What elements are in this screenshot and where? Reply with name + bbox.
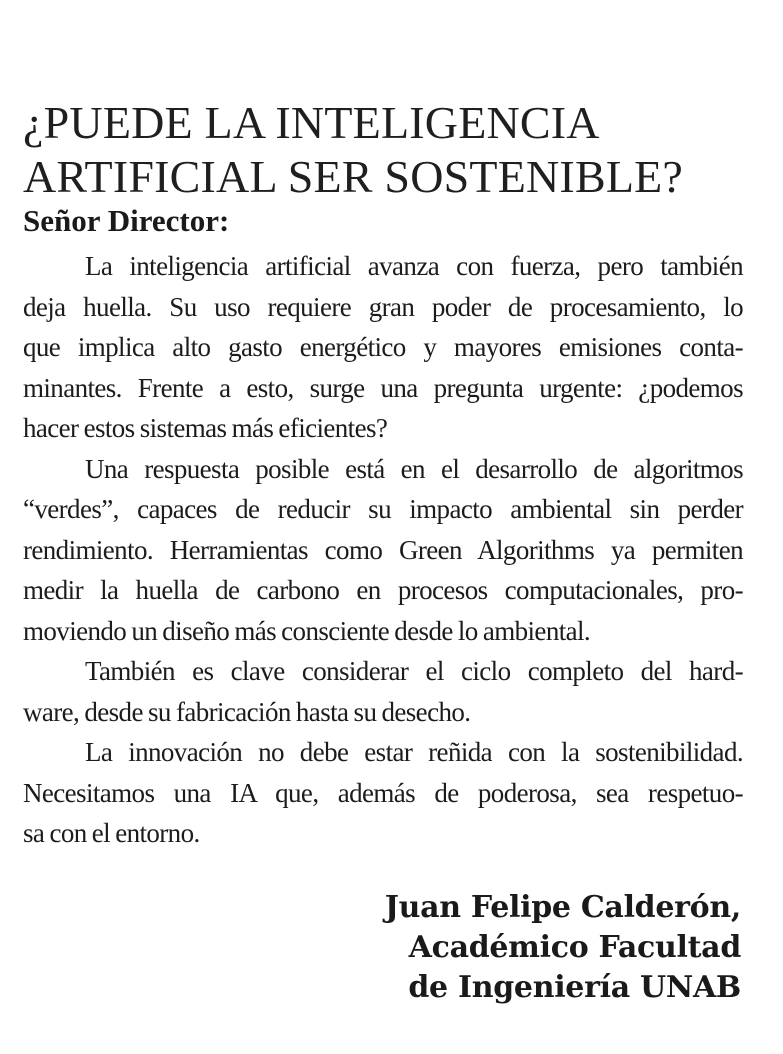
paragraph-line: minantes. Frente a esto, surge una pregunta urgente: ¿podemos: [23, 372, 743, 403]
paragraph-line: sa con el entorno.: [23, 818, 200, 848]
paragraph-1: [23, 246, 743, 449]
paragraph-line: deja huella. Su uso requiere gran poder de procesamiento, lo: [23, 291, 743, 322]
paragraph-line: También es clave considerar el ciclo completo del hard-: [85, 656, 743, 686]
paragraph-line: medir la huella de carbono en procesos computacionales, pro-: [23, 575, 743, 605]
signature-affiliation: de Ingeniería UNAB: [408, 970, 741, 1005]
salutation: Señor Director:: [23, 203, 230, 238]
headline-line-2: ARTIFICIAL SER SOSTENIBLE?: [23, 151, 684, 202]
paragraph-3: [23, 651, 743, 732]
paragraph-line: Una respuesta posible está en el desarrollo de algoritmos: [85, 453, 743, 484]
paragraph-line: ware, desde su fabricación hasta su desecho.: [23, 696, 471, 727]
signature-title: Académico Facultad: [408, 930, 741, 965]
paragraph-line: La inteligencia artificial avanza con fuerza, pero también: [85, 251, 743, 281]
letter-body: [23, 246, 743, 854]
paragraph-line: moviendo un diseño más consciente desde lo ambiental.: [23, 615, 591, 646]
paragraph-line: “verdes”, capaces de reducir su impacto ambiental sin perder: [23, 494, 743, 524]
paragraph-line: rendimiento. Herramientas como Green Algorithms ya permiten: [23, 534, 743, 565]
signature-author: Juan Felipe Calderón,: [384, 890, 741, 925]
paragraph-line: hacer estos sistemas más eficientes?: [23, 413, 388, 443]
signature-block: [385, 888, 741, 1008]
headline-line-1: ¿PUEDE LA INTELIGENCIA: [23, 97, 600, 148]
paragraph-line: La innovación no debe estar reñida con la sostenibilidad.: [85, 737, 743, 767]
paragraph-2: [23, 449, 743, 652]
paragraph-line: Necesitamos una IA que, además de poderosa, sea respetuo-: [23, 777, 743, 808]
headline: [23, 96, 768, 204]
paragraph-4: [23, 732, 743, 854]
paragraph-line: que implica alto gasto energético y mayores emisiones conta-: [23, 332, 743, 362]
